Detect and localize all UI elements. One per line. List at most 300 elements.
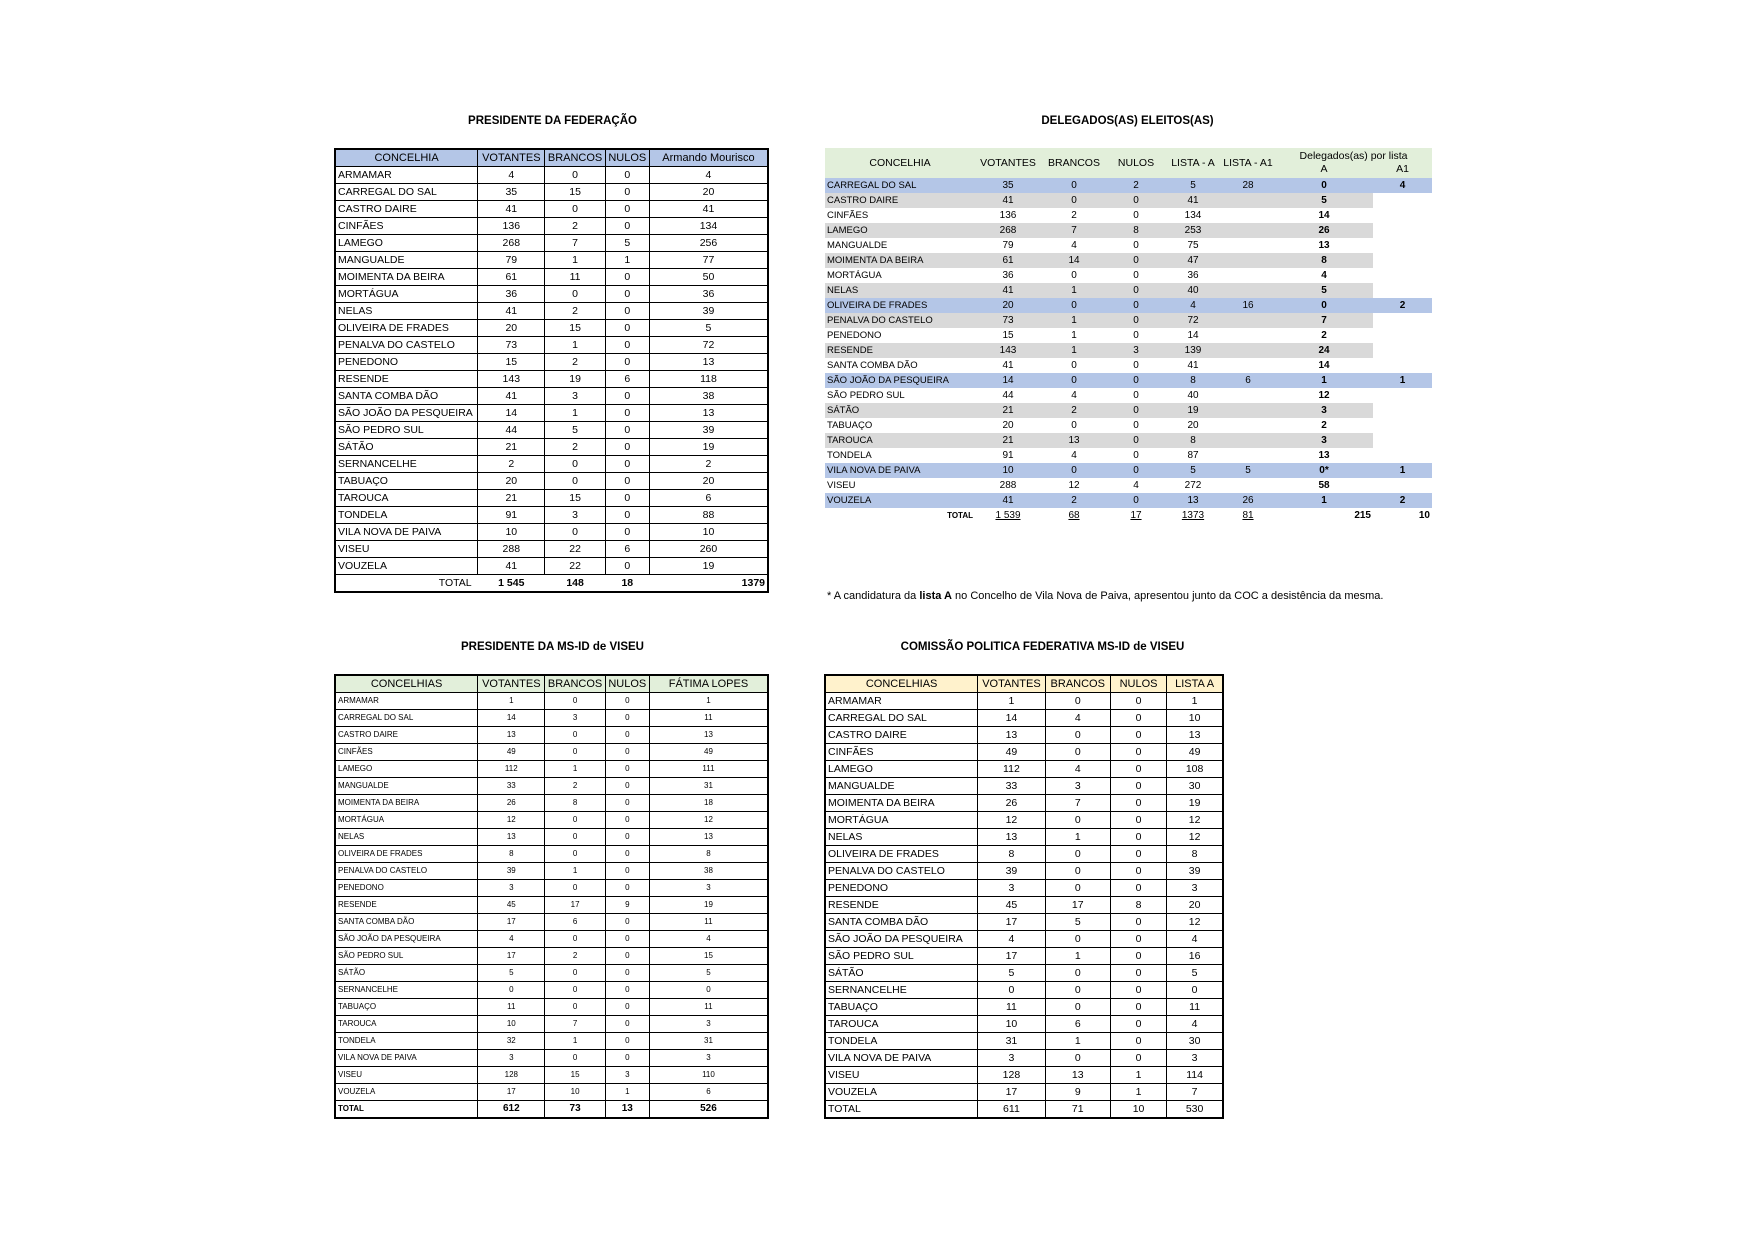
value-cell: 0 [605,693,649,710]
value-cell: 35 [975,178,1041,193]
value-cell: 0 [1110,846,1166,863]
value-cell: 5 [1221,463,1275,478]
value-cell: 17 [545,897,605,914]
value-cell [1373,283,1432,298]
value-cell: 88 [649,507,768,524]
header-cell: CONCELHIA [825,148,975,178]
value-cell: 39 [978,863,1045,880]
value-cell: 4 [1167,931,1223,948]
value-cell: 108 [1167,761,1223,778]
value-cell: 1 [1041,343,1107,358]
value-cell: 4 [978,931,1045,948]
value-cell: 1 [1110,1067,1166,1084]
value-cell: 4 [1041,448,1107,463]
value-cell: 4 [1167,1016,1223,1033]
value-cell: 0 [605,422,649,439]
value-cell [1373,193,1432,208]
value-cell: 19 [1167,795,1223,812]
header-cell: FÁTIMA LOPES [649,675,768,693]
concelho-name: MORTÁGUA [825,812,978,829]
value-cell: 9 [1045,1084,1110,1101]
concelho-name: PENALVA DO CASTELO [825,313,975,328]
concelho-name: MOIMENTA DA BEIRA [335,795,478,812]
value-cell: 0 [1041,178,1107,193]
value-cell: 10 [545,1084,605,1101]
concelho-name: PENEDONO [335,880,478,897]
table-row [335,1033,768,1050]
value-cell: 12 [1167,829,1223,846]
value-cell: 0 [1275,178,1373,193]
value-cell: 0 [605,456,649,473]
value-cell: 17 [478,948,545,965]
value-cell: 4 [1045,761,1110,778]
concelho-name: SÃO PEDRO SUL [825,948,978,965]
concelho-name: ARMAMAR [825,693,978,710]
table-row [335,235,768,252]
value-cell [1221,478,1275,493]
value-cell: 0* [1275,463,1373,478]
value-cell: 13 [478,727,545,744]
table-row [335,948,768,965]
value-cell: 20 [478,320,545,337]
value-cell: 0 [1045,727,1110,744]
value-cell: 1 [1373,463,1432,478]
value-cell: 13 [1045,1067,1110,1084]
value-cell [1373,223,1432,238]
value-cell: 0 [605,931,649,948]
value-cell: 2 [545,303,605,320]
value-cell: 3 [649,880,768,897]
table-row [335,778,768,795]
value-cell: 39 [649,303,768,320]
value-cell: 0 [545,286,605,303]
concelho-name: CASTRO DAIRE [825,727,978,744]
value-cell [1221,358,1275,373]
table-row [825,208,1432,223]
table-row [825,693,1223,710]
table-row [335,795,768,812]
value-cell: 0 [605,201,649,218]
table-row [335,541,768,558]
footnote-pre: * A candidatura da [827,590,920,602]
value-cell: 6 [605,371,649,388]
value-cell [1221,388,1275,403]
value-cell: 0 [1107,283,1165,298]
total-row [825,508,1432,523]
value-cell: 20 [478,473,545,490]
value-cell: 49 [478,744,545,761]
value-cell [1221,253,1275,268]
table-row [825,1050,1223,1067]
value-cell: 19 [649,439,768,456]
value-cell: 5 [649,965,768,982]
value-cell: 1 [545,1033,605,1050]
concelho-name: CARREGAL DO SAL [335,710,478,727]
total-value: 215 [1275,508,1373,523]
value-cell: 4 [649,931,768,948]
concelho-name: MOIMENTA DA BEIRA [825,795,978,812]
header-cell: CONCELHIAS [335,675,478,693]
value-cell: 38 [649,863,768,880]
total-label: TOTAL [825,508,975,523]
value-cell: 31 [649,1033,768,1050]
title-presidente-msid: PRESIDENTE DA MS-ID de VISEU [461,641,644,653]
value-cell: 4 [1373,178,1432,193]
value-cell: 0 [1167,982,1223,999]
table-row [825,298,1432,313]
table-header-row [335,675,768,693]
header-cell: CONCELHIAS [825,675,978,693]
value-cell: 13 [649,354,768,371]
concelho-name: RESENDE [335,897,478,914]
table-row [825,463,1432,478]
value-cell: 0 [978,982,1045,999]
table-presidente-msid [334,674,769,1119]
value-cell: 2 [1275,328,1373,343]
table-row [335,303,768,320]
value-cell: 17 [1045,897,1110,914]
title-delegados-eleitos: DELEGADOS(AS) ELEITOS(AS) [1041,115,1214,127]
value-cell: 61 [975,253,1041,268]
value-cell: 3 [978,880,1045,897]
header-cell: LISTA - A1 [1221,148,1275,178]
value-cell: 12 [1041,478,1107,493]
value-cell: 0 [1041,268,1107,283]
value-cell: 0 [1045,693,1110,710]
table-row [335,744,768,761]
value-cell: 288 [478,541,545,558]
table-row [335,710,768,727]
value-cell: 134 [649,218,768,235]
value-cell: 2 [545,948,605,965]
value-cell: 10 [978,1016,1045,1033]
total-label: TOTAL [335,575,478,593]
table-row [335,490,768,507]
value-cell: 3 [605,1067,649,1084]
value-cell: 36 [975,268,1041,283]
value-cell: 4 [1275,268,1373,283]
value-cell [1373,448,1432,463]
table-row [335,914,768,931]
value-cell: 14 [978,710,1045,727]
value-cell: 0 [605,1050,649,1067]
table-row [825,829,1223,846]
value-cell: 1 [545,405,605,422]
value-cell: 0 [1107,193,1165,208]
value-cell: 5 [1275,193,1373,208]
concelho-name: SÃO PEDRO SUL [335,422,478,439]
value-cell: 0 [1110,982,1166,999]
table-row [335,507,768,524]
concelho-name: NELAS [335,303,478,320]
value-cell [1221,223,1275,238]
value-cell: 0 [1041,418,1107,433]
value-cell: 6 [545,914,605,931]
value-cell: 41 [478,558,545,575]
total-label: TOTAL [825,1101,978,1119]
table-row [825,761,1223,778]
table-row [825,931,1223,948]
value-cell: 4 [1041,238,1107,253]
value-cell: 79 [478,252,545,269]
concelho-name: VOUZELA [335,1084,478,1101]
footnote-post: no Concelho de Vila Nova de Paiva, apresentou junto da COC a desistência da mesma. [951,590,1384,602]
value-cell: 5 [478,965,545,982]
value-cell: 13 [1275,448,1373,463]
value-cell: 0 [1107,373,1165,388]
value-cell: 41 [649,201,768,218]
value-cell: 0 [605,320,649,337]
value-cell: 2 [478,456,545,473]
value-cell: 8 [1167,846,1223,863]
concelho-name: MANGUALDE [335,778,478,795]
value-cell: 0 [1107,328,1165,343]
value-cell: 26 [1221,493,1275,508]
table-row [825,727,1223,744]
value-cell: 3 [1107,343,1165,358]
footnote-bold: lista A [919,590,952,602]
value-cell: 10 [478,1016,545,1033]
total-value: 1373 [1165,508,1221,523]
value-cell: 44 [478,422,545,439]
table-row [825,812,1223,829]
table-row [335,693,768,710]
value-cell: 0 [605,473,649,490]
value-cell: 0 [1045,880,1110,897]
header-cell: NULOS [1110,675,1166,693]
value-cell: 30 [1167,1033,1223,1050]
value-cell: 8 [478,846,545,863]
value-cell: 0 [1041,193,1107,208]
value-cell: 0 [605,710,649,727]
value-cell: 3 [1275,433,1373,448]
value-cell [1373,238,1432,253]
table-row [825,343,1432,358]
value-cell: 6 [649,1084,768,1101]
value-cell: 5 [545,422,605,439]
concelho-name: OLIVEIRA DE FRADES [825,846,978,863]
table-row [825,1084,1223,1101]
value-cell: 8 [649,846,768,863]
concelho-name: SANTA COMBA DÃO [335,388,478,405]
value-cell: 5 [1165,178,1221,193]
concelho-name: VILA NOVA DE PAIVA [335,524,478,541]
table-row [335,354,768,371]
concelho-name: SERNANCELHE [335,982,478,999]
value-cell: 30 [1167,778,1223,795]
table-row [335,829,768,846]
value-cell: 0 [1110,965,1166,982]
concelho-name: TONDELA [335,507,478,524]
table-row [335,1084,768,1101]
value-cell: 20 [975,418,1041,433]
table-row [825,778,1223,795]
concelho-name: CARREGAL DO SAL [825,178,975,193]
value-cell [1373,343,1432,358]
value-cell: 61 [478,269,545,286]
value-cell: 1 [478,693,545,710]
value-cell: 0 [1107,448,1165,463]
value-cell: 26 [978,795,1045,812]
value-cell: 17 [978,948,1045,965]
value-cell: 6 [649,490,768,507]
concelho-name: CARREGAL DO SAL [825,710,978,727]
value-cell: 3 [478,880,545,897]
value-cell: 16 [1167,948,1223,965]
value-cell: 0 [605,829,649,846]
value-cell: 0 [1107,298,1165,313]
value-cell: 0 [545,473,605,490]
value-cell: 0 [1275,298,1373,313]
value-cell: 0 [1045,999,1110,1016]
value-cell: 40 [1165,388,1221,403]
value-cell: 0 [1045,863,1110,880]
value-cell: 4 [478,167,545,184]
concelho-name: ARMAMAR [335,167,478,184]
value-cell: 0 [1110,693,1166,710]
header-cell: CONCELHIA [335,149,478,167]
table-row [825,493,1432,508]
value-cell: 11 [649,999,768,1016]
concelho-name: RESENDE [335,371,478,388]
table-row [825,1016,1223,1033]
value-cell: 1 [545,337,605,354]
concelho-name: RESENDE [825,897,978,914]
value-cell: 10 [1167,710,1223,727]
concelho-name: VILA NOVA DE PAIVA [335,1050,478,1067]
value-cell [1373,208,1432,223]
concelho-name: VOUZELA [825,493,975,508]
total-value: 17 [1107,508,1165,523]
value-cell: 128 [478,1067,545,1084]
value-cell: 36 [1165,268,1221,283]
value-cell: 14 [1275,358,1373,373]
table-row [825,283,1432,298]
table-row [335,201,768,218]
table-presidente-federacao [334,148,769,593]
value-cell: 14 [975,373,1041,388]
value-cell: 41 [1165,193,1221,208]
table-row [335,218,768,235]
concelho-name: TONDELA [335,1033,478,1050]
value-cell: 32 [478,1033,545,1050]
value-cell: 5 [605,235,649,252]
table-row [825,193,1432,208]
value-cell: 4 [1041,388,1107,403]
concelho-name: SÁTÃO [825,403,975,418]
value-cell: 4 [1107,478,1165,493]
value-cell: 112 [978,761,1045,778]
total-value: 10 [1110,1101,1166,1119]
total-value: 68 [1041,508,1107,523]
concelho-name: TABUAÇO [335,473,478,490]
total-value: 1 539 [975,508,1041,523]
value-cell: 143 [478,371,545,388]
value-cell: 3 [1045,778,1110,795]
concelho-name: VISEU [335,541,478,558]
total-value: 1379 [649,575,768,593]
table-row [335,371,768,388]
header-cell: BRANCOS [1045,675,1110,693]
value-cell: 0 [1110,795,1166,812]
value-cell [1221,418,1275,433]
value-cell: 0 [1110,744,1166,761]
total-row [825,1101,1223,1119]
table-row [825,897,1223,914]
table-row [335,456,768,473]
value-cell: 5 [1045,914,1110,931]
value-cell: 2 [545,439,605,456]
total-value: 73 [545,1101,605,1119]
value-cell [1373,433,1432,448]
header-cell: BRANCOS [545,675,605,693]
value-cell: 0 [1110,812,1166,829]
value-cell: 128 [978,1067,1045,1084]
concelho-name: TABUAÇO [335,999,478,1016]
concelho-name: SÃO PEDRO SUL [825,388,975,403]
concelho-name: SÃO JOÃO DA PESQUEIRA [825,931,978,948]
value-cell: 0 [545,1050,605,1067]
value-cell: 45 [478,897,545,914]
header-cell: NULOS [605,149,649,167]
concelho-name: OLIVEIRA DE FRADES [335,320,478,337]
value-cell: 1 [1041,328,1107,343]
value-cell: 0 [1110,829,1166,846]
value-cell: 19 [649,558,768,575]
value-cell: 0 [605,167,649,184]
value-cell: 260 [649,541,768,558]
value-cell: 8 [978,846,1045,863]
value-cell: 0 [1110,999,1166,1016]
value-cell: 0 [605,337,649,354]
concelho-name: VISEU [335,1067,478,1084]
value-cell: 10 [649,524,768,541]
concelho-name: VILA NOVA DE PAIVA [825,463,975,478]
concelho-name: LAMEGO [335,761,478,778]
concelho-name: PENALVA DO CASTELO [825,863,978,880]
value-cell: 14 [1165,328,1221,343]
value-cell: 13 [1165,493,1221,508]
table-comissao-politica [824,674,1224,1119]
concelho-name: MOIMENTA DA BEIRA [825,253,975,268]
value-cell: 3 [978,1050,1045,1067]
concelho-name: OLIVEIRA DE FRADES [335,846,478,863]
concelho-name: MORTÁGUA [335,286,478,303]
value-cell: 20 [649,473,768,490]
value-cell: 1 [545,863,605,880]
value-cell: 79 [975,238,1041,253]
value-cell: 8 [1110,897,1166,914]
value-cell: 0 [545,693,605,710]
value-cell: 0 [605,439,649,456]
table-row [825,744,1223,761]
value-cell: 87 [1165,448,1221,463]
value-cell: 91 [975,448,1041,463]
concelho-name: VOUZELA [825,1084,978,1101]
concelho-name: RESENDE [825,343,975,358]
table-row [335,558,768,575]
value-cell: 22 [545,541,605,558]
concelho-name: PENEDONO [335,354,478,371]
value-cell: 77 [649,252,768,269]
table-row [335,931,768,948]
header-cell: VOTANTES [478,149,545,167]
concelho-name: CINFÃES [335,744,478,761]
value-cell: 5 [649,320,768,337]
value-cell: 0 [1045,931,1110,948]
value-cell: 0 [1110,1016,1166,1033]
value-cell: 288 [975,478,1041,493]
